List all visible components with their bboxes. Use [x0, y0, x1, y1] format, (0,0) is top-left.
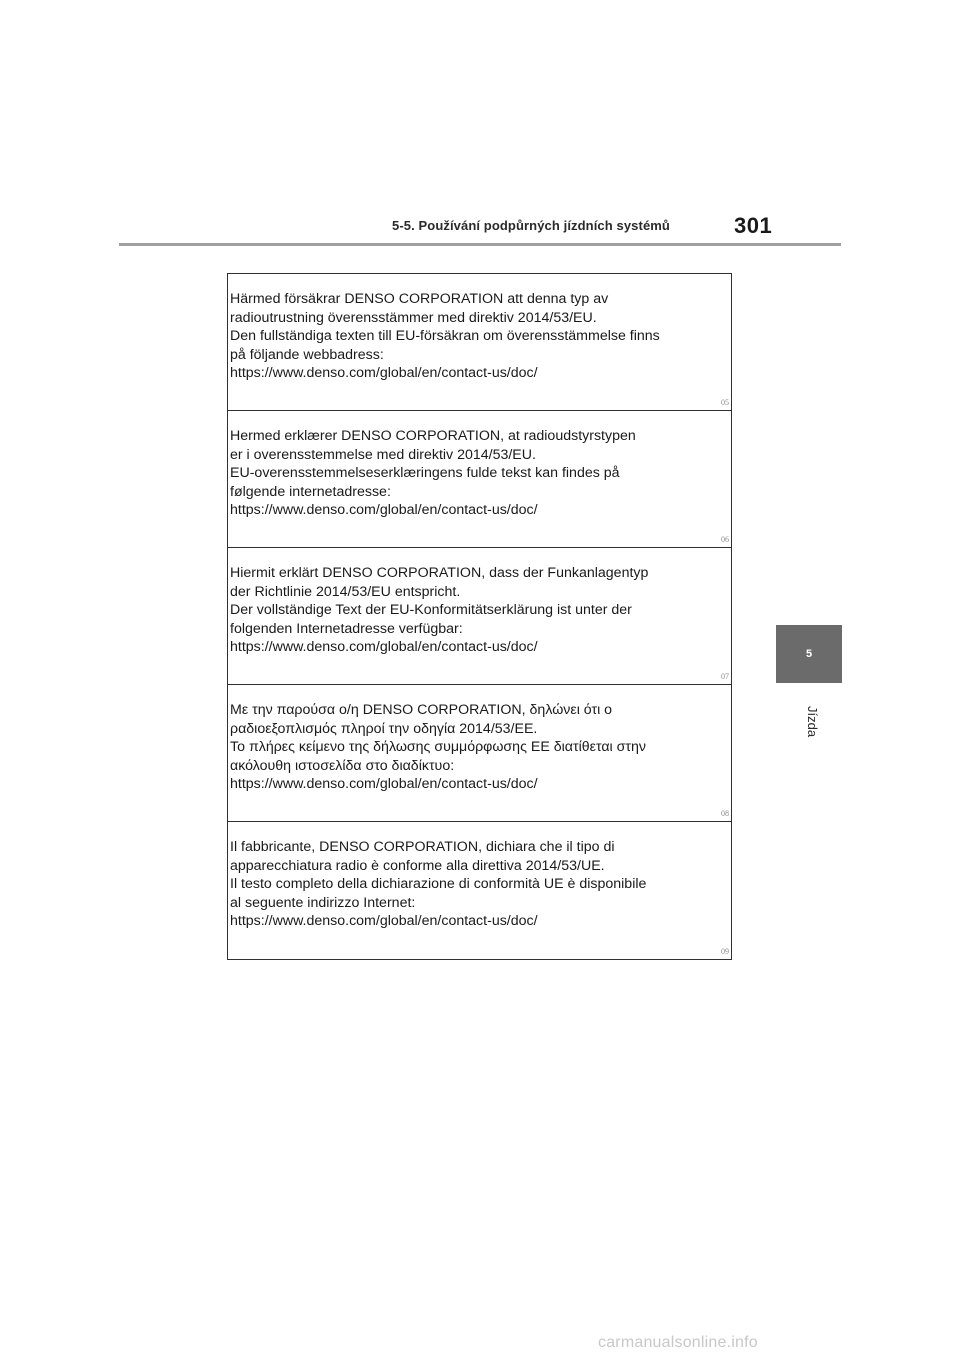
- declaration-line: Den fullständiga texten till EU-försäkran om överensstämmelse finns: [230, 328, 660, 345]
- declarations-box: [227, 273, 732, 960]
- declaration-line: radioutrustning överensstämmer med direktiv 2014/53/EU.: [230, 309, 597, 326]
- watermark-link[interactable]: carmanualsonline.info: [598, 1334, 758, 1351]
- declaration-danish: [228, 411, 731, 548]
- page-number: 301: [734, 213, 773, 238]
- declaration-url: https://www.denso.com/global/en/contact-us/doc/: [230, 639, 538, 656]
- section-title: 5-5. Používání podpůrných jízdních systémů: [392, 218, 670, 233]
- declaration-line: Il testo completo della dichiarazione di conformità UE è disponibile: [230, 876, 647, 893]
- declaration-line: al seguente indirizzo Internet:: [230, 894, 416, 911]
- chapter-tab: [776, 625, 842, 683]
- chapter-number: 5: [805, 648, 813, 660]
- declaration-line: Hiermit erklärt DENSO CORPORATION, dass der Funkanlagentyp: [230, 565, 649, 581]
- declaration-line: apparecchiatura radio è conforme alla direttiva 2014/53/UE.: [230, 857, 605, 874]
- declaration-code: 07: [721, 672, 729, 681]
- declaration-code: 06: [721, 535, 729, 544]
- declaration-greek: [228, 685, 731, 822]
- declaration-url: https://www.denso.com/global/en/contact-us/doc/: [230, 502, 538, 519]
- declaration-line: EU-overensstemmelseserklæringens fulde tekst kan findes på: [230, 465, 620, 482]
- declaration-line: ακόλουθη ιστοσελίδα στο διαδίκτυο:: [230, 757, 455, 774]
- declaration-line: Με την παρούσα ο/η DENSO CORPORATION, δηλώνει ότι ο: [230, 702, 613, 718]
- declaration-line: Der vollständige Text der EU-Konformitätserklärung ist unter der: [230, 602, 632, 619]
- declaration-line: folgenden Internetadresse verfügbar:: [230, 620, 463, 637]
- chapter-side-label: Jízda: [805, 706, 820, 738]
- declaration-line: Το πλήρες κείμενο της δήλωσης συμμόρφωσης ΕΕ διατίθεται στην: [230, 739, 646, 756]
- declaration-line: Härmed försäkrar DENSO CORPORATION att denna typ av: [230, 291, 609, 307]
- declaration-url: https://www.denso.com/global/en/contact-us/doc/: [230, 365, 538, 382]
- declaration-italian: [228, 822, 731, 959]
- header-rule: [119, 243, 841, 246]
- declaration-url: https://www.denso.com/global/en/contact-us/doc/: [230, 776, 538, 793]
- declaration-code: 05: [721, 398, 729, 407]
- declaration-line: er i overensstemmelse med direktiv 2014/53/EU.: [230, 446, 536, 463]
- declaration-line: følgende internetadresse:: [230, 483, 391, 500]
- declaration-swedish: [228, 274, 731, 411]
- declaration-line: Hermed erklærer DENSO CORPORATION, at radioudstyrstypen: [230, 428, 636, 444]
- declaration-line: på följande webbadress:: [230, 346, 384, 363]
- declaration-line: Il fabbricante, DENSO CORPORATION, dichiara che il tipo di: [230, 839, 615, 855]
- declaration-url: https://www.denso.com/global/en/contact-us/doc/: [230, 913, 538, 930]
- declaration-code: 09: [721, 947, 729, 956]
- declaration-german: [228, 548, 731, 685]
- declaration-code: 08: [721, 809, 729, 818]
- declaration-line: der Richtlinie 2014/53/EU entspricht.: [230, 583, 461, 600]
- declaration-line: ραδιοεξοπλισμός πληροί την οδηγία 2014/53/ΕΕ.: [230, 720, 538, 737]
